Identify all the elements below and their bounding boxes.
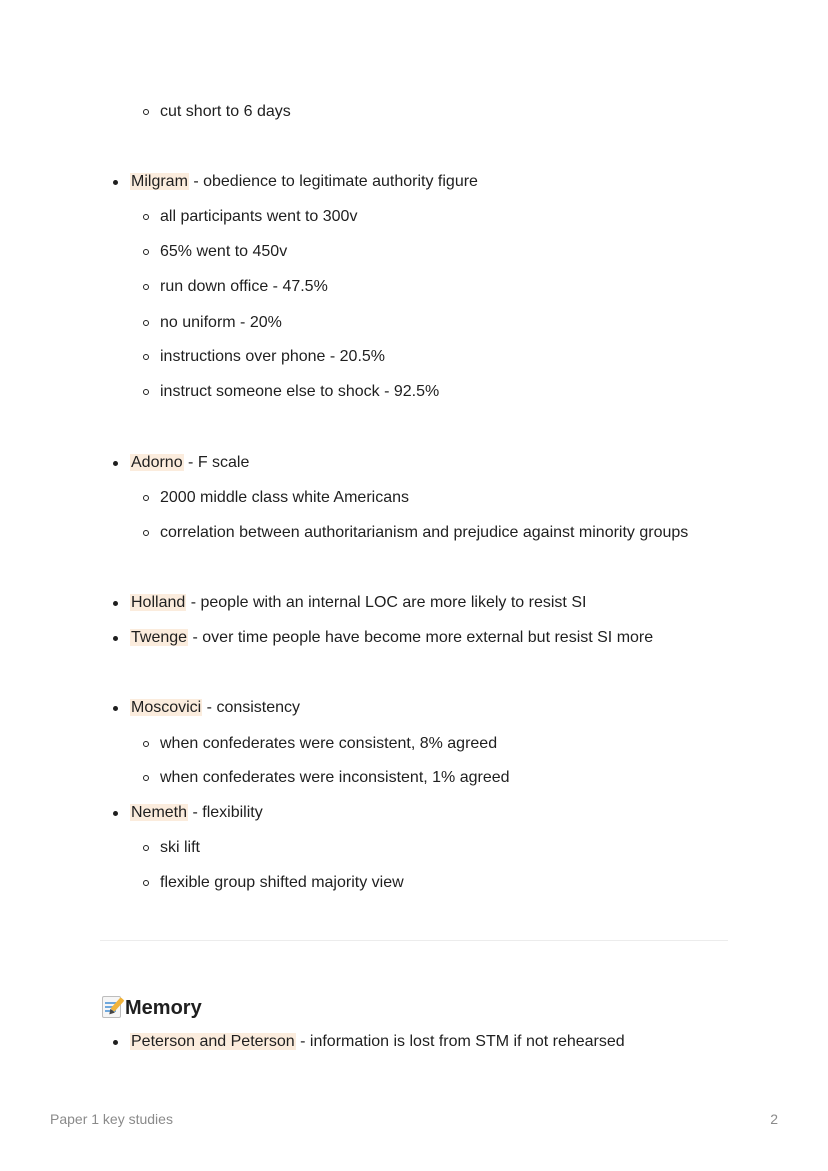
- study-peterson: Peterson and Peterson - information is lost from STM if not rehearsed: [131, 1033, 625, 1050]
- section-heading-memory: Memory: [101, 994, 202, 1022]
- study-adorno: Adorno - F scale: [131, 454, 250, 471]
- list-item: when confederates were inconsistent, 1% agreed: [160, 769, 510, 786]
- study-name-highlight: Holland: [131, 594, 186, 611]
- study-name-highlight: Moscovici: [131, 699, 202, 716]
- study-nemeth: Nemeth - flexibility: [131, 804, 263, 821]
- memo-icon: [101, 994, 123, 1018]
- study-moscovici: Moscovici - consistency: [131, 699, 301, 716]
- list-item: ski lift: [160, 839, 200, 856]
- study-name-highlight: Twenge: [131, 629, 188, 646]
- list-item: instructions over phone - 20.5%: [160, 348, 386, 365]
- list-item: 65% went to 450v: [160, 243, 288, 260]
- list-item: correlation between authoritarianism and prejudice against minority groups: [160, 524, 689, 541]
- list-item: instruct someone else to shock - 92.5%: [160, 383, 440, 400]
- study-name-highlight: Adorno: [131, 454, 183, 471]
- section-divider: [100, 940, 728, 941]
- list-item: run down office - 47.5%: [160, 278, 328, 295]
- list-item: cut short to 6 days: [160, 103, 291, 120]
- study-name-highlight: Peterson and Peterson: [131, 1033, 295, 1050]
- study-twenge: Twenge - over time people have become more external but resist SI more: [131, 629, 654, 646]
- study-milgram: Milgram - obedience to legitimate authority figure: [131, 173, 478, 190]
- study-holland: Holland - people with an internal LOC are more likely to resist SI: [131, 594, 587, 611]
- page-number: 2: [770, 1111, 778, 1127]
- list-item: all participants went to 300v: [160, 208, 358, 225]
- list-item: when confederates were consistent, 8% agreed: [160, 735, 498, 752]
- study-name-highlight: Nemeth: [131, 804, 188, 821]
- list-item: 2000 middle class white Americans: [160, 489, 410, 506]
- list-item: no uniform - 20%: [160, 314, 282, 331]
- study-name-highlight: Milgram: [131, 173, 188, 190]
- list-item: flexible group shifted majority view: [160, 874, 404, 891]
- footer-title: Paper 1 key studies: [50, 1111, 173, 1127]
